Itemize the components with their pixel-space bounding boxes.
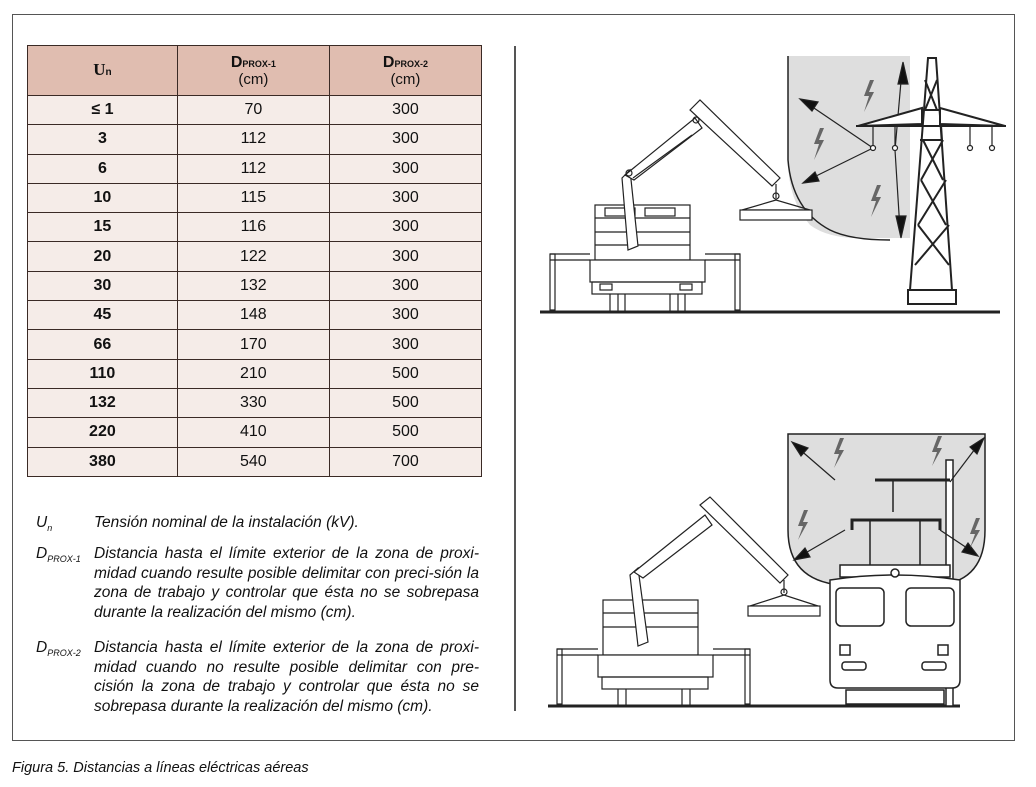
table-row	[28, 213, 482, 242]
proximity-distance-table	[27, 45, 482, 477]
header-dprox2-symbol: D	[382, 53, 395, 71]
table-row	[28, 418, 482, 447]
legend-text: Tensión nominal de la instalación (kV).	[94, 514, 359, 531]
legend-text: Distancia hasta el límite exterior de la zona de proxi-midad cuando no resulte posible delimitar con pre-cisión la zona de trabajo y controlar que ésta no se sobrepasa durante la realización del mismo (cm).	[94, 639, 479, 715]
cell-dprox2: 300	[329, 271, 481, 300]
cell-un: 15	[28, 213, 178, 242]
cell-un: 30	[28, 271, 178, 300]
cell-dprox1: 115	[177, 183, 329, 212]
cell-un: 6	[28, 154, 178, 183]
cell-dprox1: 210	[177, 359, 329, 388]
legend-symbol: U	[36, 514, 48, 531]
cell-dprox2: 500	[329, 418, 481, 447]
header-un-subscript: n	[105, 66, 112, 78]
legend-subscript: n	[47, 523, 53, 534]
legend-subscript: PROX-1	[47, 554, 81, 565]
cell-dprox2: 300	[329, 96, 481, 125]
table-row	[28, 271, 482, 300]
cell-un: ≤ 1	[28, 96, 178, 125]
header-dprox1	[177, 46, 329, 96]
cell-dprox1: 70	[177, 96, 329, 125]
figure-caption: Figura 5. Distancias a líneas eléctricas aéreas	[12, 760, 309, 776]
cell-un: 45	[28, 301, 178, 330]
cell-dprox2: 300	[329, 154, 481, 183]
cell-dprox1: 122	[177, 242, 329, 271]
header-dprox2-subscript: PROX-2	[394, 58, 428, 69]
legend-text: Distancia hasta el límite exterior de la zona de proxi-midad cuando resulte posible delimitar con preci-sión la zona de trabajo y controlar que ésta no se sobrepasa durante la realización del mismo (cm).	[94, 545, 479, 621]
cell-dprox1: 132	[177, 271, 329, 300]
cell-dprox2: 300	[329, 213, 481, 242]
cell-dprox1: 170	[177, 330, 329, 359]
legend-symbol: D	[36, 545, 48, 562]
crane-railway-illustration	[540, 430, 1010, 712]
table-row	[28, 242, 482, 271]
cell-dprox2: 300	[329, 242, 481, 271]
table-body	[28, 96, 482, 477]
cell-dprox1: 148	[177, 301, 329, 330]
header-dprox1-subscript: PROX-1	[242, 58, 276, 69]
proximity-zone	[788, 434, 985, 585]
cell-dprox2: 300	[329, 183, 481, 212]
crane-truck	[550, 100, 812, 312]
table-row	[28, 388, 482, 417]
crane-powerline-illustration	[530, 50, 1010, 322]
cell-dprox1: 112	[177, 154, 329, 183]
table-row	[28, 125, 482, 154]
cell-un: 3	[28, 125, 178, 154]
column-divider	[514, 46, 516, 711]
cell-dprox2: 700	[329, 447, 481, 476]
table-row	[28, 301, 482, 330]
cell-un: 20	[28, 242, 178, 271]
header-dprox2-unit: (cm)	[390, 70, 421, 88]
cell-un: 220	[28, 418, 178, 447]
cell-dprox2: 300	[329, 125, 481, 154]
cell-dprox2: 500	[329, 388, 481, 417]
cell-dprox1: 410	[177, 418, 329, 447]
legend-item-dprox1	[36, 544, 486, 626]
table-row	[28, 183, 482, 212]
cell-dprox2: 500	[329, 359, 481, 388]
legend-subscript: PROX-2	[47, 648, 81, 659]
cell-dprox1: 116	[177, 213, 329, 242]
cell-un: 66	[28, 330, 178, 359]
cell-un: 10	[28, 183, 178, 212]
legend-item-un	[36, 513, 486, 535]
legend-item-dprox2	[36, 638, 486, 720]
table-row	[28, 447, 482, 476]
cell-dprox1: 540	[177, 447, 329, 476]
cell-un: 132	[28, 388, 178, 417]
cell-dprox1: 112	[177, 125, 329, 154]
cell-dprox2: 300	[329, 301, 481, 330]
cell-dprox1: 330	[177, 388, 329, 417]
table-row	[28, 96, 482, 125]
crane-truck	[557, 497, 820, 706]
table-row	[28, 330, 482, 359]
header-dprox2	[329, 46, 481, 96]
header-dprox1-symbol: D	[230, 53, 243, 71]
cell-dprox2: 300	[329, 330, 481, 359]
cell-un: 380	[28, 447, 178, 476]
cell-un: 110	[28, 359, 178, 388]
table-row	[28, 154, 482, 183]
table-row	[28, 359, 482, 388]
header-un-symbol: U	[93, 59, 106, 79]
header-dprox1-unit: (cm)	[238, 70, 269, 88]
legend-symbol: D	[36, 639, 48, 656]
table-header-row	[28, 46, 482, 96]
header-un	[28, 46, 178, 96]
